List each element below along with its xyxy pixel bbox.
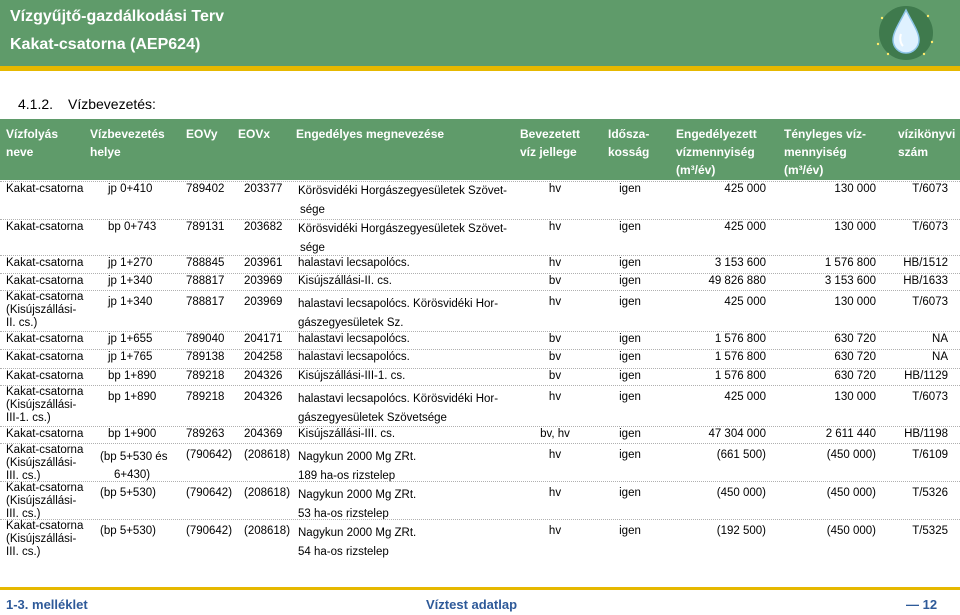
eov-x: (208618)	[244, 449, 291, 461]
col-period-header	[608, 125, 649, 161]
allowed-volume: 1 576 800	[714, 351, 766, 363]
water-book-number: HB/1198	[904, 428, 948, 440]
eov-x: 203969	[244, 296, 283, 308]
discharge-place-line: bp 1+900	[108, 428, 157, 440]
water-body-name-line: Kakat-csatorna	[6, 444, 84, 456]
water-drop-logo-icon	[866, 4, 946, 62]
water-book-number: HB/1633	[903, 275, 948, 287]
permittee	[298, 427, 395, 442]
header-line: EOVy	[186, 127, 218, 141]
allowed-volume: 425 000	[724, 391, 766, 403]
table-row	[0, 350, 960, 367]
header-line: vízikönyvi	[898, 127, 956, 141]
table-row	[0, 291, 960, 331]
water-type: hv	[548, 296, 562, 308]
permittee	[298, 524, 416, 562]
discharge-place	[100, 448, 167, 484]
row-separator	[0, 368, 960, 369]
eov-y: 788817	[186, 296, 225, 308]
permittee-line: halastavi lecsapolócs. Körösvidéki Hor-	[298, 298, 499, 310]
water-body-name	[6, 350, 83, 365]
discharge-place	[108, 369, 156, 384]
allowed-volume: 1 576 800	[714, 370, 766, 382]
eov-x: 204258	[244, 351, 283, 363]
eov-y: 788817	[186, 275, 225, 287]
col-book-header	[898, 125, 955, 161]
allowed-volume: 1 576 800	[714, 333, 766, 345]
periodicity: igen	[619, 487, 641, 499]
actual-volume: 630 720	[834, 333, 876, 345]
permittee-line: 54 ha-os rizstelep	[298, 546, 389, 558]
permittee-line: Nagykun 2000 Mg ZRt.	[298, 489, 417, 501]
permittee	[298, 220, 507, 258]
water-type: hv	[548, 449, 562, 461]
permittee-line: Nagykun 2000 Mg ZRt.	[298, 451, 417, 463]
discharge-place-line: bp 1+890	[108, 370, 157, 382]
permittee-line: Körösvidéki Horgászegyesületek Szövet-	[298, 185, 508, 197]
footer-gold-rule	[0, 587, 960, 590]
discharge-place-line: jp 1+270	[108, 257, 153, 269]
water-type: bv, hv	[540, 428, 570, 440]
water-body-name	[6, 291, 83, 330]
water-type: hv	[548, 391, 562, 403]
permittee-line: gászegyesületek Szövetsége	[298, 412, 447, 424]
discharge-place	[100, 524, 156, 539]
water-body-name-line: II. cs.)	[6, 317, 38, 329]
water-type: bv	[548, 275, 562, 287]
eov-x: 204326	[244, 370, 283, 382]
eov-y: (790642)	[186, 487, 233, 499]
periodicity: igen	[619, 428, 641, 440]
discharge-place-line: (bp 5+530)	[100, 487, 156, 499]
table-row	[0, 427, 960, 444]
permittee-line: sége	[300, 204, 325, 216]
permittee-line: halastavi lecsapolócs. Körösvidéki Hor-	[298, 393, 499, 405]
permittee	[298, 350, 410, 365]
page-number: 12	[922, 597, 938, 612]
discharge-place	[108, 274, 152, 289]
section-title: Vízbevezetés:	[68, 96, 156, 112]
header-line: Időszа-	[608, 127, 650, 141]
water-body-name-line: III. cs.)	[6, 546, 41, 558]
allowed-volume: 3 153 600	[714, 257, 766, 269]
discharge-place	[108, 350, 152, 365]
discharge-place-line: jp 1+340	[108, 275, 153, 287]
footer-center: Víztest adatlap	[426, 597, 518, 612]
water-type: hv	[548, 183, 562, 195]
water-book-number: T/6073	[912, 296, 948, 308]
eov-y: 789218	[186, 370, 225, 382]
eov-y: 789040	[186, 333, 225, 345]
permittee	[298, 369, 405, 384]
permittee-line: halastavi lecsapolócs.	[298, 333, 410, 345]
discharge-place	[100, 486, 156, 501]
header-line: víz jellege	[520, 145, 577, 159]
eov-x: 203682	[244, 221, 283, 233]
water-book-number: HB/1129	[904, 370, 948, 382]
actual-volume: 130 000	[834, 183, 876, 195]
eov-y: 789402	[186, 183, 225, 195]
discharge-place-line: bp 0+743	[108, 221, 157, 233]
header-line: helye	[90, 145, 121, 159]
header-line: Tényleges víz-	[784, 127, 867, 141]
permittee	[298, 332, 410, 347]
water-body-name-line: Kakat-csatorna	[6, 351, 84, 363]
permittee	[298, 390, 498, 428]
discharge-place-line: jp 1+765	[108, 351, 153, 363]
allowed-volume: 425 000	[724, 183, 766, 195]
col-eovy-header	[186, 125, 218, 143]
row-separator	[0, 481, 960, 482]
water-body-name-line: Kakat-csatorna	[6, 333, 84, 345]
discharge-place-line: jp 0+410	[108, 183, 153, 195]
water-body-name	[6, 482, 83, 521]
discharge-place-line: jp 1+655	[108, 333, 153, 345]
table-row	[0, 520, 960, 558]
discharge-place-line: 6+430)	[114, 469, 151, 481]
document-title: Vízgyűjtő-gazdálkodási Terv	[10, 8, 224, 25]
actual-volume: 630 720	[834, 370, 876, 382]
footer-page-number: — 12	[906, 597, 938, 612]
allowed-volume: 49 826 880	[708, 275, 766, 287]
water-body-name-line: Kakat-csatorna	[6, 221, 84, 233]
periodicity: igen	[619, 449, 641, 461]
periodicity: igen	[619, 296, 641, 308]
discharge-place-line: jp 1+340	[108, 296, 153, 308]
water-book-number: NA	[932, 333, 948, 345]
allowed-volume: 47 304 000	[708, 428, 766, 440]
actual-volume: 2 611 440	[825, 428, 876, 440]
header-line: Bevezetett	[520, 127, 581, 141]
table-row	[0, 482, 960, 520]
row-separator	[0, 385, 960, 386]
row-separator	[0, 519, 960, 520]
water-body-name-line: (Kisújszállási-	[6, 533, 77, 545]
col-allowed-header	[676, 125, 757, 179]
row-separator	[0, 443, 960, 444]
periodicity: igen	[619, 221, 641, 233]
water-body-name	[6, 220, 83, 235]
eov-x: 204326	[244, 391, 283, 403]
water-type: hv	[548, 487, 562, 499]
water-body-name-line: (Kisújszállási-	[6, 457, 77, 469]
actual-volume: (450 000)	[826, 449, 876, 461]
header-gold-rule	[0, 66, 960, 71]
water-body-name-line: Kakat-csatorna	[6, 275, 84, 287]
water-type: bv	[548, 370, 562, 382]
water-type: hv	[548, 257, 562, 269]
eov-y: 789138	[186, 351, 225, 363]
row-separator	[0, 290, 960, 291]
water-body-name-line: (Kisújszállási-	[6, 304, 77, 316]
water-body-name	[6, 520, 83, 559]
discharge-place-line: (bp 5+530)	[100, 525, 156, 537]
water-body-name	[6, 427, 83, 442]
discharge-place	[108, 295, 152, 310]
actual-volume: 130 000	[834, 221, 876, 233]
row-separator	[0, 181, 960, 182]
permittee-line: Körösvidéki Horgászegyesületek Szövet-	[298, 223, 508, 235]
water-body-name	[6, 182, 83, 197]
footer-left: 1-3. melléklet	[6, 597, 88, 612]
col-eovx-header	[238, 125, 270, 143]
row-separator	[0, 255, 960, 256]
water-book-number: T/6109	[912, 449, 948, 461]
header-line: Vízfolyás	[6, 127, 59, 141]
periodicity: igen	[619, 370, 641, 382]
allowed-volume: (450 000)	[716, 487, 766, 499]
water-body-name-line: Kakat-csatorna	[6, 291, 84, 303]
permittee-line: sége	[300, 242, 325, 254]
actual-volume: (450 000)	[826, 525, 876, 537]
water-body-name	[6, 369, 83, 384]
water-body-name-line: III-1. cs.)	[6, 412, 51, 424]
water-body-name-line: Kakat-csatorna	[6, 183, 84, 195]
col-type-header	[520, 125, 580, 161]
permittee-line: gászegyesületek Sz.	[298, 317, 404, 329]
actual-volume: 630 720	[834, 351, 876, 363]
col-place-header	[90, 125, 165, 161]
discharge-place-line: bp 1+890	[108, 391, 157, 403]
permittee-line: Kisújszállási-III-1. cs.	[298, 370, 406, 382]
water-book-number: T/6073	[912, 391, 948, 403]
actual-volume: (450 000)	[826, 487, 876, 499]
allowed-volume: 425 000	[724, 221, 766, 233]
water-body-name-line: III. cs.)	[6, 470, 41, 482]
discharge-place	[108, 220, 156, 235]
col-permittee-header	[296, 125, 444, 143]
periodicity: igen	[619, 183, 641, 195]
permittee-line: Nagykun 2000 Mg ZRt.	[298, 527, 417, 539]
eov-y: 789131	[186, 221, 225, 233]
periodicity: igen	[619, 257, 641, 269]
permittee-line: halastavi lecsapolócs.	[298, 351, 410, 363]
allowed-volume: (192 500)	[716, 525, 766, 537]
row-separator	[0, 331, 960, 332]
water-type: bv	[548, 333, 562, 345]
permittee	[298, 256, 410, 271]
header-line: Engedélyezett	[676, 127, 757, 141]
eov-x: (208618)	[244, 525, 291, 537]
water-body-name-line: Kakat-csatorna	[6, 386, 84, 398]
header-line: szám	[898, 145, 929, 159]
water-body-name-line: (Kisújszállási-	[6, 495, 77, 507]
row-separator	[0, 426, 960, 427]
header-line: Engedélyes megnevezése	[296, 127, 445, 141]
permittee	[298, 182, 507, 220]
table-row	[0, 256, 960, 273]
permittee-line: Kisújszállási-III. cs.	[298, 428, 396, 440]
water-body-name-line: III. cs.)	[6, 508, 41, 520]
discharge-place	[108, 256, 152, 271]
permittee-line: Kisújszállási-II. cs.	[298, 275, 392, 287]
header-line: kosság	[608, 145, 650, 159]
section-number: 4.1.2.	[18, 96, 54, 112]
eov-y: 788845	[186, 257, 225, 269]
water-body-name-line: Kakat-csatorna	[6, 428, 84, 440]
eov-x: 204171	[244, 333, 283, 345]
water-body-name-line: Kakat-csatorna	[6, 257, 84, 269]
eov-y: (790642)	[186, 449, 233, 461]
table-row	[0, 332, 960, 349]
eov-y: 789263	[186, 428, 225, 440]
row-separator	[0, 273, 960, 274]
water-type: hv	[548, 221, 562, 233]
header-line: (m³/év)	[676, 163, 716, 177]
table-row	[0, 386, 960, 426]
eov-x: 204369	[244, 428, 283, 440]
water-book-number: T/5325	[912, 525, 948, 537]
discharge-place	[108, 332, 152, 347]
eov-x: (208618)	[244, 487, 291, 499]
eov-y: (790642)	[186, 525, 233, 537]
water-body-name	[6, 274, 83, 289]
table-row	[0, 274, 960, 291]
water-body-name-line: (Kisújszállási-	[6, 399, 77, 411]
eov-x: 203377	[244, 183, 283, 195]
row-separator	[0, 349, 960, 350]
actual-volume: 3 153 600	[824, 275, 876, 287]
discharge-place	[108, 182, 152, 197]
eov-x: 203961	[244, 257, 283, 269]
allowed-volume: 425 000	[724, 296, 766, 308]
water-book-number: T/6073	[912, 221, 948, 233]
eov-x: 203969	[244, 275, 283, 287]
water-body-name	[6, 332, 83, 347]
actual-volume: 1 576 800	[824, 257, 876, 269]
water-body-name-line: Kakat-csatorna	[6, 520, 84, 532]
water-body-name-line: Kakat-csatorna	[6, 370, 84, 382]
water-type: hv	[548, 525, 562, 537]
water-body-name-line: Kakat-csatorna	[6, 482, 84, 494]
eov-y: 789218	[186, 391, 225, 403]
water-type: bv	[548, 351, 562, 363]
water-body-name	[6, 444, 83, 483]
actual-volume: 130 000	[834, 391, 876, 403]
water-body-name	[6, 256, 83, 271]
actual-volume: 130 000	[834, 296, 876, 308]
section-heading	[18, 96, 156, 112]
table-row	[0, 369, 960, 386]
periodicity: igen	[619, 391, 641, 403]
row-separator	[0, 219, 960, 220]
table-row	[0, 182, 960, 218]
header-line: Vízbevezetés	[90, 127, 165, 141]
header-line: vízmennyiség	[676, 145, 755, 159]
table-row	[0, 444, 960, 482]
allowed-volume: (661 500)	[716, 449, 766, 461]
periodicity: igen	[619, 275, 641, 287]
discharge-place-line: (bp 5+530 és	[100, 451, 168, 463]
permittee	[298, 274, 392, 289]
water-body-name	[6, 386, 83, 425]
col-actual-header	[784, 125, 866, 179]
table-header	[0, 119, 960, 180]
periodicity: igen	[619, 525, 641, 537]
discharge-place	[108, 390, 156, 405]
table-row	[0, 220, 960, 256]
col-name-header	[6, 125, 58, 161]
permittee-line: halastavi lecsapolócs.	[298, 257, 410, 269]
permittee	[298, 295, 498, 333]
header-line: neve	[6, 145, 34, 159]
discharge-place	[108, 427, 156, 442]
header-line: EOVx	[238, 127, 271, 141]
water-book-number: HB/1512	[903, 257, 948, 269]
document-subtitle: Kakat-csatorna (AEP624)	[10, 36, 201, 53]
permittee-line: 53 ha-os rizstelep	[298, 508, 389, 520]
permittee-line: 189 ha-os rizstelep	[298, 470, 396, 482]
water-book-number: T/6073	[912, 183, 948, 195]
page-header	[0, 0, 960, 66]
header-line: (m³/év)	[784, 163, 824, 177]
periodicity: igen	[619, 351, 641, 363]
header-line: mennyiség	[784, 145, 847, 159]
water-book-number: NA	[932, 351, 948, 363]
water-book-number: T/5326	[912, 487, 948, 499]
periodicity: igen	[619, 333, 641, 345]
